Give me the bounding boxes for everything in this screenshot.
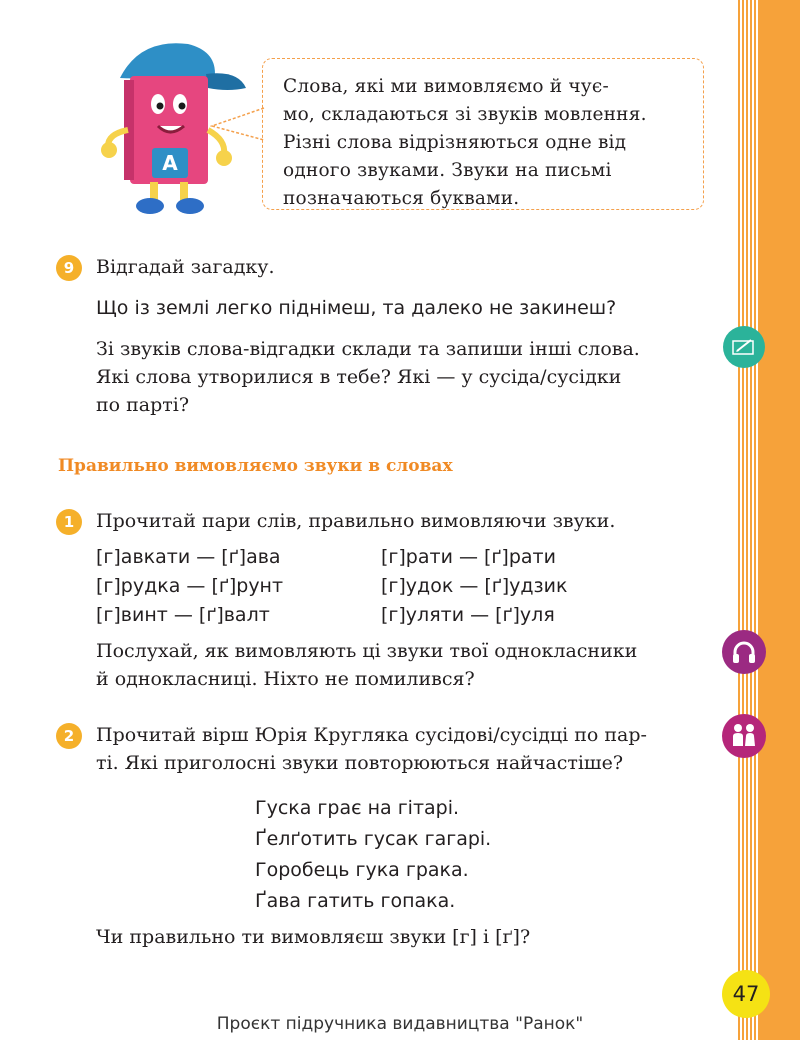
mascot-letter: А bbox=[162, 151, 178, 175]
word-pair: [г]уляти — [ґ]уля bbox=[381, 604, 555, 626]
pair-work-icon bbox=[722, 714, 766, 758]
section-title: Правильно вимовляємо звуки в словах bbox=[58, 456, 453, 476]
riddle-text: Що із землі легко піднімеш, та далеко не закинеш? bbox=[96, 297, 617, 319]
word-pair: [г]рати — [ґ]рати bbox=[381, 546, 556, 568]
task-number-badge: 1 bbox=[56, 509, 82, 535]
side-margin-stripes bbox=[736, 0, 758, 1040]
word-pair: [г]рудка — [ґ]рунт bbox=[96, 575, 284, 597]
word-pair: [г]винт — [ґ]валт bbox=[96, 604, 270, 626]
headphones-icon bbox=[722, 630, 766, 674]
bubble-line: одного звуками. Звуки на письмі bbox=[283, 160, 612, 181]
task-9-line: Які слова утворилися в тебе? Які — у сусіда/сусідки bbox=[96, 366, 622, 388]
bubble-line: Різні слова відрізняються одне від bbox=[283, 132, 627, 153]
task-1-line: Послухай, як вимовляють ці звуки твої однокласники bbox=[96, 640, 638, 662]
word-pairs-left bbox=[96, 543, 283, 630]
page-number: 47 bbox=[722, 970, 770, 1018]
bubble-line: позначаються буквами. bbox=[283, 188, 520, 209]
task-number-badge: 9 bbox=[56, 255, 82, 281]
poem-line: Горобець гука грака. bbox=[255, 859, 469, 881]
bubble-line: Слова, які ми вимовляємо й чує- bbox=[283, 76, 609, 97]
task-1-title: Прочитай пари слів, правильно вимовляючи звуки. bbox=[96, 510, 616, 532]
task-2-question: Чи правильно ти вимовляєш звуки [г] і [ґ]? bbox=[96, 926, 531, 948]
info-speech-bubble bbox=[262, 58, 704, 210]
word-pair: [г]авкати — [ґ]ава bbox=[96, 546, 281, 568]
task-number-badge: 2 bbox=[56, 723, 82, 749]
pen-icon bbox=[723, 326, 765, 368]
speech-bubble-tail bbox=[210, 104, 266, 144]
poem bbox=[255, 793, 491, 917]
task-9-line: Зі звуків слова-відгадки склади та запиши інші слова. bbox=[96, 338, 640, 360]
task-2-line: ті. Які приголосні звуки повторюються найчастіше? bbox=[96, 752, 624, 774]
task-9-title: Відгадай загадку. bbox=[96, 256, 275, 278]
task-1-line: й однокласниці. Ніхто не помилився? bbox=[96, 668, 475, 690]
task-9-line: по парті? bbox=[96, 394, 190, 416]
task-2-line: Прочитай вірш Юрія Кругляка сусідові/сусідці по пар- bbox=[96, 724, 647, 746]
footer-text: Проєкт підручника видавництва "Ранок" bbox=[216, 1014, 584, 1034]
word-pairs-right bbox=[381, 543, 567, 630]
poem-line: Ґелґотить гусак гагарі. bbox=[255, 828, 492, 850]
poem-line: Гуска грає на гітарі. bbox=[255, 797, 460, 819]
bubble-line: мо, складаються зі звуків мовлення. bbox=[283, 104, 647, 125]
word-pair: [г]удок — [ґ]удзик bbox=[381, 575, 568, 597]
poem-line: Ґава гатить гопака. bbox=[255, 890, 456, 912]
